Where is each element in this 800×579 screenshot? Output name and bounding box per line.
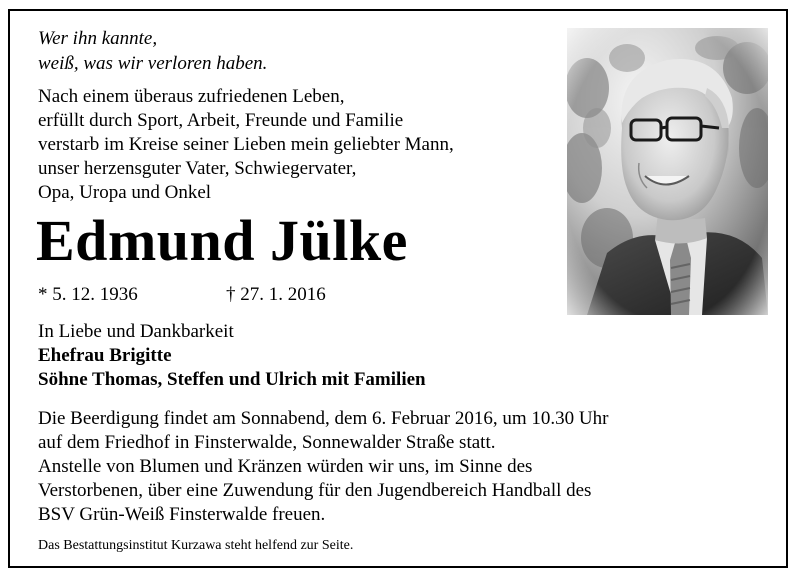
mourner-spouse: Ehefrau Brigitte (38, 345, 172, 366)
funeral-line: Verstorbenen, über eine Zuwendung für den Jugendbereich Handball des (38, 480, 592, 501)
deceased-name: Edmund Jülke (36, 208, 408, 273)
motto-line: Wer ihn kannte, (38, 28, 158, 49)
mourners-intro: In Liebe und Dankbarkeit (38, 321, 234, 342)
funeral-line: BSV Grün-Weiß Finsterwalde freuen. (38, 504, 326, 525)
birth-date: * 5. 12. 1936 (38, 284, 138, 305)
death-date: † 27. 1. 2016 (226, 284, 326, 305)
intro-text (38, 85, 558, 205)
mourner-children: Söhne Thomas, Steffen und Ulrich mit Familien (38, 369, 426, 390)
funeral-info (38, 407, 758, 527)
funeral-home-note: Das Bestattungsinstitut Kurzawa steht helfend zur Seite. (38, 538, 354, 553)
mourners (38, 320, 558, 392)
motto (38, 26, 518, 76)
intro-line: erfüllt durch Sport, Arbeit, Freunde und Familie (38, 110, 404, 131)
intro-line: unser herzensguter Vater, Schwiegervater, (38, 158, 357, 179)
motto-line: weiß, was wir verloren haben. (38, 53, 268, 74)
intro-line: Opa, Uropa und Onkel (38, 182, 212, 203)
intro-line: Nach einem überaus zufriedenen Leben, (38, 86, 345, 107)
funeral-line: Anstelle von Blumen und Kränzen würden wir uns, im Sinne des (38, 456, 533, 477)
portrait-photo (567, 28, 768, 315)
funeral-line: Die Beerdigung findet am Sonnabend, dem 6. Februar 2016, um 10.30 Uhr (38, 408, 609, 429)
intro-line: verstarb im Kreise seiner Lieben mein geliebter Mann, (38, 134, 454, 155)
funeral-line: auf dem Friedhof in Finsterwalde, Sonnewalder Straße statt. (38, 432, 496, 453)
